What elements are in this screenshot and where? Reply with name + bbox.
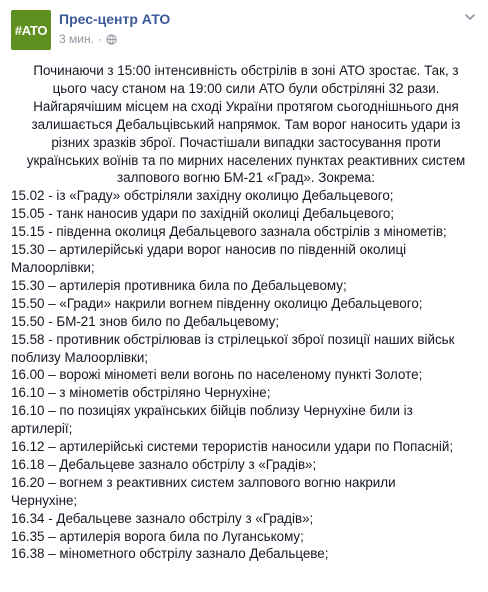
avatar-logo-text: #ATO: [14, 22, 48, 38]
chevron-down-icon[interactable]: [463, 10, 477, 24]
post-meta: [59, 32, 117, 46]
entry-line: 15.30 – артилерія противника била по Дебальцевому;: [11, 277, 347, 293]
post-body: [11, 62, 481, 563]
meta-separator: ·: [97, 32, 102, 46]
entry-line: 15.50 - БМ-21 знов било по Дебальцевому;: [11, 313, 280, 329]
post-text-line: залишається Дебальцівський напрямок. Там ворог наносить удари із: [31, 116, 461, 132]
entry-line: Малоорлівки;: [11, 259, 95, 275]
entry-line: 16.00 – ворожі мінометі вели вогонь по населеному пункті Золоте;: [11, 367, 423, 383]
entry-line: артилерії;: [11, 421, 73, 437]
entry-line: 16.12 – артилерійські системи терористів наносили удари по Попасній;: [11, 439, 454, 455]
avatar[interactable]: [11, 10, 51, 50]
entry-line: Чернухіне;: [11, 492, 78, 508]
post-header: [11, 10, 481, 54]
post-text-line: залпового вогню БМ-21 «Град». Зокрема:: [117, 170, 375, 186]
entry-line: 15.30 – артилерійські удари ворог наносив по південній околиці: [11, 242, 407, 258]
entry-line: 15.50 – «Гради» накрили вогнем південну околицю Дебальцевого;: [11, 295, 423, 311]
entry-line: 16.38 – мінометного обстрілу зазнало Дебальцеве;: [11, 546, 329, 562]
entry-line: 15.15 - південна околиця Дебальцевого зазнала обстрілів з мінометів;: [11, 224, 447, 240]
entry-line: 15.05 - танк наносив удари по західній околиці Дебальцевого;: [11, 206, 395, 222]
page-name-link[interactable]: Прес-центр АТО: [59, 11, 171, 27]
entry-line: 16.34 - Дебальцеве зазнало обстрілу з «Градів»;: [11, 510, 314, 526]
post-timestamp[interactable]: 3 мин.: [59, 32, 94, 46]
entry-line: поблизу Малоорлівки;: [11, 349, 149, 365]
post-text-line: цього часу станом на 19:00 сили АТО були обстріляні 32 рази.: [52, 80, 440, 96]
post-text-line: Починаючи з 15:00 інтенсивність обстрілів в зоні АТО зростає. Так, з: [33, 63, 459, 78]
entry-line: 16.18 – Дебальцеве зазнало обстрілу з «Градів»;: [11, 456, 317, 472]
entry-line: 16.10 – з мінометів обстріляно Чернухіне;: [11, 385, 271, 401]
post-text-line: різних зразків зброї. Почастішали випадки застосування проти: [51, 134, 441, 150]
post-text-line: Найгарячішим місцем на сході України протягом сьогоднішнього дня: [33, 98, 459, 114]
post-text-line: українських воїнів та по мирних населених пунктах реактивних систем: [26, 152, 466, 168]
entry-line: 15.58 - противник обстрілював із стрілецької зброї позиції наших військ: [11, 331, 455, 347]
entry-line: 15.02 - із «Граду» обстріляли західну околицю Дебальцевого;: [11, 188, 394, 204]
entry-line: 16.20 – вогнем з реактивних систем залпового вогню накрили: [11, 474, 396, 490]
entry-line: 16.10 – по позиціях українських бійців поблизу Чернухіне били із: [11, 403, 413, 419]
globe-icon[interactable]: [106, 34, 117, 45]
entry-line: 16.35 – артилерія ворога била по Луганському;: [11, 528, 304, 544]
